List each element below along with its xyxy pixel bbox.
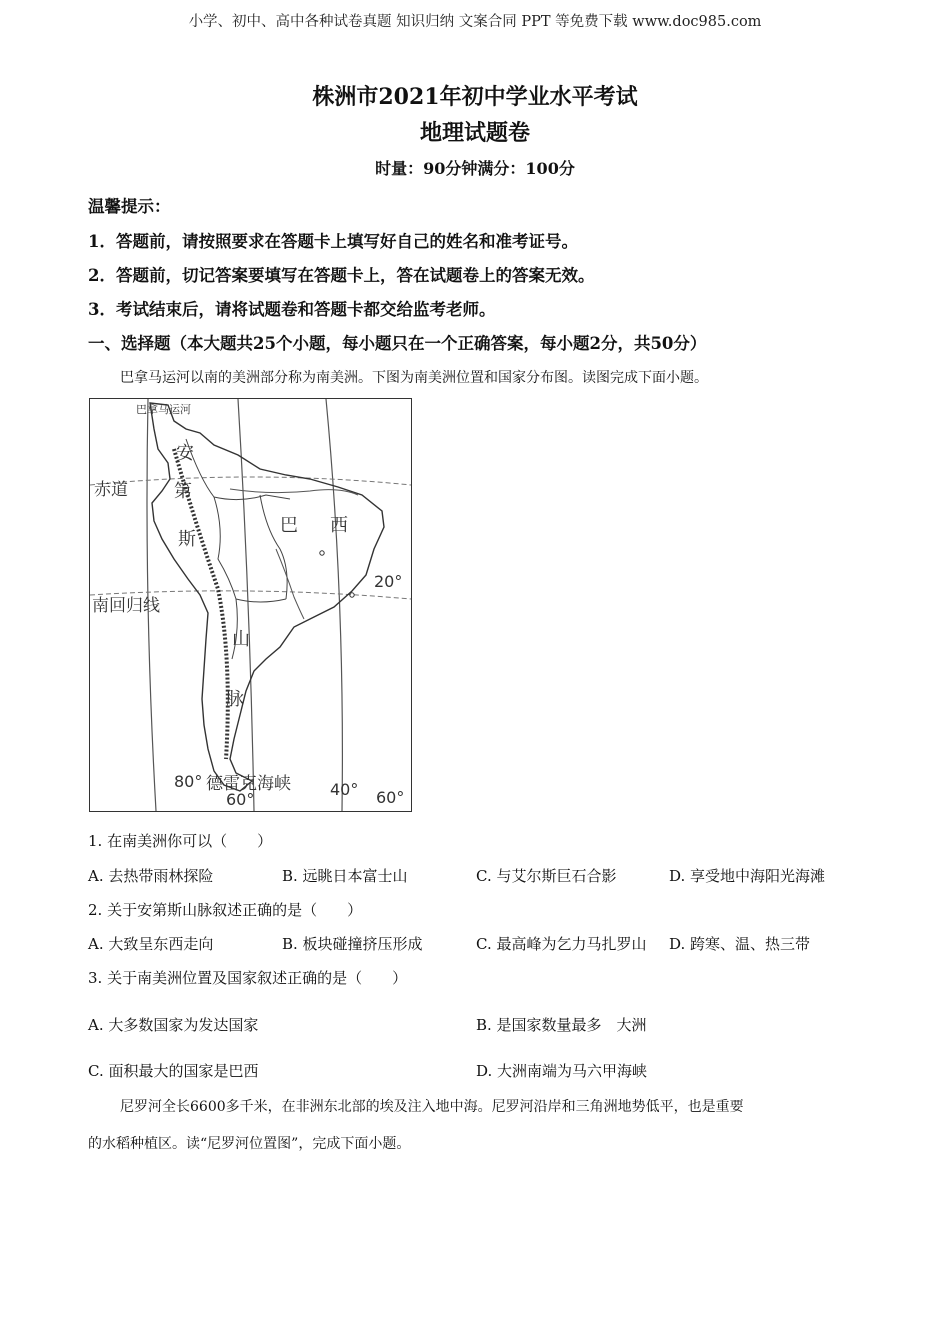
amazon-river — [230, 489, 358, 495]
parana-river — [276, 549, 304, 619]
intro-nile-line-2: 的水稻种植区。读“尼罗河位置图”，完成下面小题。 — [88, 1136, 411, 1152]
tip-3: 3．考试结束后，请将试题卷和答题卡都交给监考老师。 — [88, 300, 496, 319]
label-20-degree: 20° — [374, 572, 403, 591]
question-2-option-c: C. 最高峰为乞力马扎罗山 — [476, 935, 647, 953]
tip-2: 2．答题前，切记答案要填写在答题卡上，答在试题卷上的答案无效。 — [88, 266, 595, 285]
label-60-degree-bottom: 60° — [226, 790, 255, 809]
question-1-option-a: A. 去热带雨林探险 — [88, 867, 214, 885]
label-drake-passage: 德雷克海峡 — [206, 774, 291, 794]
exam-title: 株洲市2021年初中学业水平考试 — [312, 84, 638, 110]
time-score-info: 时量：90分钟满分：100分 — [375, 159, 575, 178]
label-tropic-of-capricorn: 南回归线 — [92, 596, 160, 616]
label-andes-3: 斯 — [178, 529, 196, 550]
label-andes-2: 第 — [174, 481, 192, 502]
question-3-option-a: A. 大多数国家为发达国家 — [88, 1016, 259, 1034]
question-1-option-d: D. 享受地中海阳光海滩 — [669, 867, 826, 885]
intro-south-america: 巴拿马运河以南的美洲部分称为南美洲。下图为南美洲位置和国家分布图。读图完成下面小题。 — [120, 370, 708, 386]
label-80-degree: 80° — [174, 772, 203, 791]
label-andes-4: 山 — [232, 629, 250, 650]
question-3-option-d: D. 大洲南端为马六甲海峡 — [476, 1062, 648, 1080]
tips-heading: 温馨提示： — [88, 197, 171, 216]
border-central — [214, 497, 286, 602]
border-brazil-west — [260, 495, 287, 599]
question-2-option-d: D. 跨寒、温、热三带 — [669, 935, 811, 953]
equator-line — [90, 477, 411, 485]
label-brazil-2: 西 — [330, 515, 348, 536]
label-andes-1: 安 — [176, 443, 194, 464]
label-brazil-1: 巴 — [280, 515, 298, 536]
south-america-map — [89, 398, 412, 812]
question-1-option-c: C. 与艾尔斯巨石合影 — [476, 867, 617, 885]
question-3-option-c: C. 面积最大的国家是巴西 — [88, 1062, 259, 1080]
label-panama-canal: 巴拿马运河 — [136, 403, 191, 416]
question-1-option-b: B. 远眺日本富士山 — [282, 867, 408, 885]
question-2-option-a: A. 大致呈东西走向 — [88, 935, 214, 953]
question-2-stem: 2. 关于安第斯山脉叙述正确的是（ ） — [88, 901, 363, 919]
label-andes-5: 脉 — [226, 689, 244, 710]
question-3-stem: 3. 关于南美洲位置及国家叙述正确的是（ ） — [88, 969, 408, 987]
exam-subtitle: 地理试题卷 — [419, 120, 530, 146]
intro-nile-line-1: 尼罗河全长6600多千米，在非洲东北部的埃及注入地中海。尼罗河沿岸和三角洲地势低平，也是重要 — [120, 1099, 744, 1115]
label-equator: 赤道 — [94, 480, 128, 500]
city-marker-1 — [320, 551, 324, 555]
site-banner: 小学、初中、高中各种试卷真题 知识归纳 文案合同 PPT 等免费下载 www.doc985.com — [188, 14, 762, 30]
section-1-heading: 一、选择题（本大题共25个小题，每小题只在一个正确答案，每小题2分，共50分） — [88, 334, 707, 353]
meridian-40 — [326, 399, 342, 811]
question-3-option-b: B. 是国家数量最多 大洲 — [476, 1016, 647, 1034]
label-40-degree: 40° — [330, 780, 359, 799]
tip-1: 1．答题前，请按照要求在答题卡上填写好自己的姓名和准考证号。 — [88, 232, 578, 251]
question-1-stem: 1. 在南美洲你可以（ ） — [88, 832, 273, 850]
question-2-option-b: B. 板块碰撞挤压形成 — [282, 935, 423, 953]
label-60-degree-right: 60° — [376, 788, 405, 807]
